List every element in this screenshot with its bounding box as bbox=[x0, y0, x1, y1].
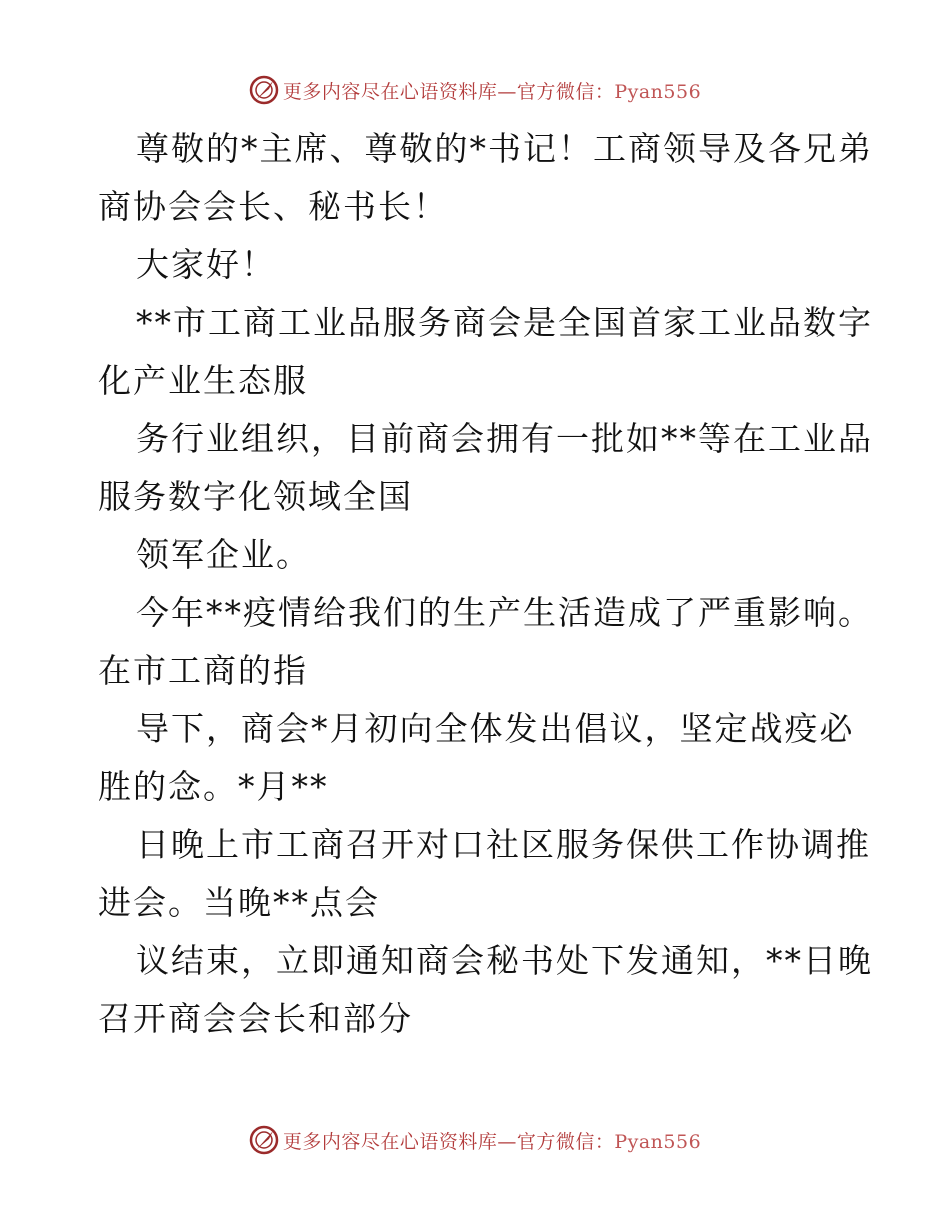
quill-logo-icon bbox=[249, 1125, 279, 1155]
body-line: 进会。当晚**点会 bbox=[98, 883, 380, 922]
body-line: 商协会会长、秘书长！ bbox=[98, 187, 448, 226]
footer-banner-text: 更多内容尽在心语资料库—官方微信：Pyan556 bbox=[282, 1130, 702, 1153]
quill-logo-icon bbox=[249, 75, 279, 105]
body-line: **市工商工业品服务商会是全国首家工业品数字 bbox=[136, 303, 873, 342]
body-line: 导下，商会*月初向全体发出倡议，坚定战疫必 bbox=[136, 709, 855, 748]
footer-wechat-id: Pyan556 bbox=[614, 1130, 702, 1153]
header-banner-text: 更多内容尽在心语资料库—官方微信：Pyan556 bbox=[282, 80, 702, 103]
body-line: 领军企业。 bbox=[136, 535, 311, 574]
body-line: 召开商会会长和部分 bbox=[98, 999, 413, 1038]
body-line: 务行业组织，目前商会拥有一批如**等在工业品 bbox=[136, 419, 873, 458]
body-line: 胜的念。*月** bbox=[98, 767, 329, 806]
header-wechat-id: Pyan556 bbox=[614, 80, 702, 103]
body-line: 大家好！ bbox=[136, 245, 276, 284]
footer-banner bbox=[0, 1120, 950, 1160]
body-line: 议结束，立即通知商会秘书处下发通知，**日晚 bbox=[136, 941, 873, 980]
body-line: 服务数字化领域全国 bbox=[98, 477, 413, 516]
body-line: 日晚上市工商召开对口社区服务保供工作协调推 bbox=[136, 825, 871, 864]
body-line: 在市工商的指 bbox=[98, 651, 308, 690]
body-line: 今年**疫情给我们的生产生活造成了严重影响。 bbox=[136, 593, 873, 632]
header-banner bbox=[0, 70, 950, 110]
document-body bbox=[98, 120, 873, 1048]
body-line: 尊敬的*主席、尊敬的*书记！工商领导及各兄弟 bbox=[136, 129, 873, 168]
body-line: 化产业生态服 bbox=[98, 361, 308, 400]
